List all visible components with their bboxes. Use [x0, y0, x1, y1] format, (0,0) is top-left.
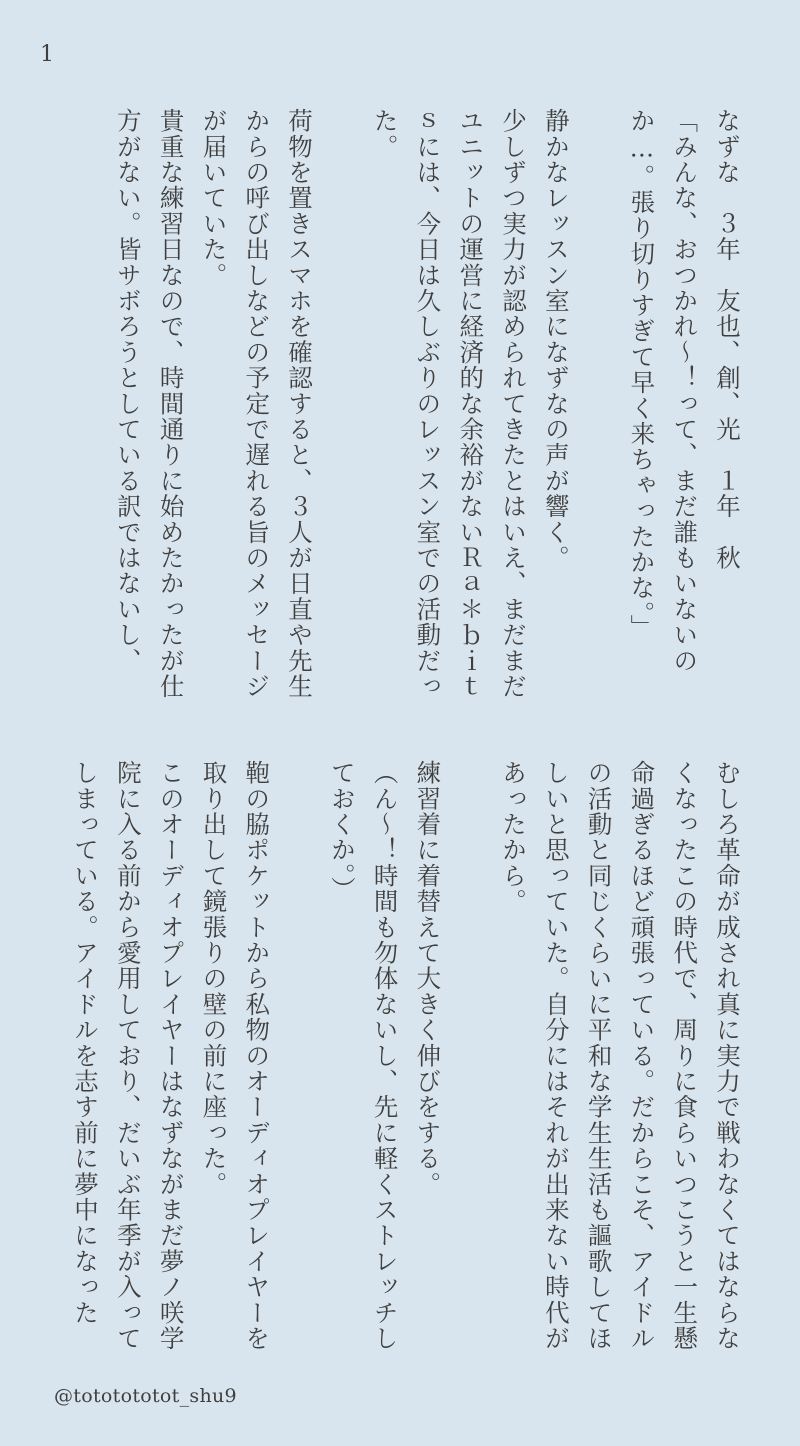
- story-paragraph: 練習着に着替えて大きく伸びをする。: [413, 760, 443, 1197]
- story-paragraph: このオーディオプレイヤーはなずながまだ夢ノ咲学院に入る前から愛用しており、だいぶ年季が入ってしまっている。アイドルを志す前に夢中になった: [71, 760, 186, 1352]
- blank-line: [320, 108, 363, 708]
- story-paragraph: むしろ革命が成され真に実力で戦わなくてはならなくなったこの時代で、周りに食らいつこうと一生懸命過ぎるほど頑張っている。だからこそ、アイドルの活動と同じくらいに平和な学生生活も謳歌してほしいと思っていた。自分にはそれが出来ない時代があったから。: [499, 760, 742, 1352]
- story-paragraph: 鞄の脇ポケットから私物のオーディオプレイヤーを取り出して鏡張りの壁の前に座った。: [199, 760, 272, 1352]
- blank-line: [277, 760, 320, 1370]
- story-text-top: [106, 108, 748, 708]
- story-paragraph: 「みんな、おつかれ〜！って、まだ誰もいないのか…。張り切りすぎて早く来ちゃったかな。」: [627, 108, 700, 674]
- story-paragraph: なずな ３年 友也、創、光 １年 秋: [713, 108, 742, 571]
- blank-line: [577, 108, 620, 708]
- story-paragraph: 少しずつ実力が認められてきたとはいえ、まだまだユニットの運営に経済的な余裕がないＲａ＊ｂｉｔｓには、今日は久しぶりのレッスン室での活動だった。: [370, 108, 529, 700]
- author-handle: @tototototot_shu9: [54, 1385, 237, 1407]
- blank-line: [448, 760, 491, 1370]
- story-paragraph: 荷物を置きスマホを確認すると、３人が日直や先生からの呼び出しなどの予定で遅れる旨のメッセージが届いていた。: [199, 108, 315, 700]
- story-paragraph: 静かなレッスン室になずなの声が響く。: [541, 108, 571, 571]
- story-paragraph: （ん〜！時間も勿体ないし、先に軽くストレッチしておくか。）: [327, 760, 400, 1352]
- story-text-bottom: [63, 760, 748, 1370]
- page-number: 1: [40, 42, 54, 67]
- story-paragraph: 貴重な練習日なので、時間通りに始めたかったが仕方がない。皆サボろうとしている訳ではないし、: [113, 108, 186, 700]
